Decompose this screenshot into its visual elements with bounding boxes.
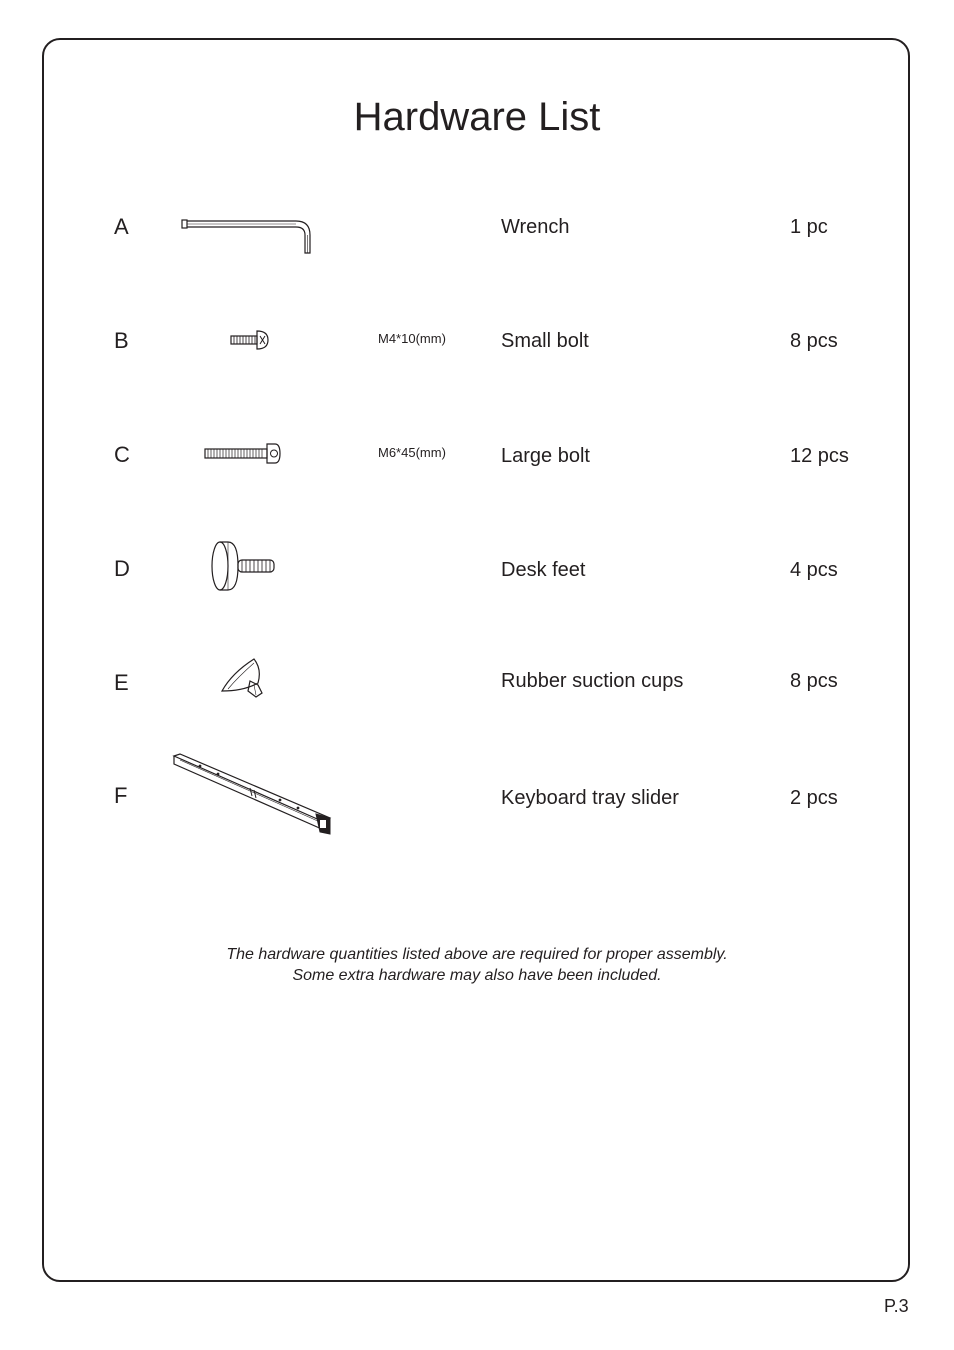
item-name-d: Desk feet	[501, 559, 586, 581]
item-letter-d: D	[114, 556, 130, 581]
item-name-c: Large bolt	[501, 445, 590, 467]
suction-cup-icon	[218, 655, 268, 699]
item-name-e: Rubber suction cups	[501, 670, 684, 692]
item-letter-b: B	[114, 328, 129, 353]
drawer-slide-icon	[170, 750, 336, 840]
item-name-b: Small bolt	[501, 330, 589, 352]
item-spec-c: M6*45(mm)	[378, 445, 446, 460]
item-qty-a: 1 pc	[790, 216, 828, 238]
small-bolt-icon	[228, 327, 270, 355]
large-bolt-icon	[203, 440, 283, 468]
item-qty-f: 2 pcs	[790, 787, 838, 809]
item-letter-e: E	[114, 670, 129, 695]
item-letter-f: F	[114, 783, 128, 808]
desk-foot-icon	[208, 538, 280, 594]
assembly-note	[0, 944, 954, 986]
note-line-2: Some extra hardware may also have been included.	[292, 967, 662, 984]
item-qty-d: 4 pcs	[790, 559, 838, 581]
item-qty-b: 8 pcs	[790, 330, 838, 352]
allen-wrench-icon	[178, 215, 318, 257]
item-spec-b: M4*10(mm)	[378, 331, 446, 346]
item-letter-a: A	[114, 214, 129, 239]
item-letter-c: C	[114, 442, 130, 467]
item-name-f: Keyboard tray slider	[501, 787, 679, 809]
note-line-1: The hardware quantities listed above are required for proper assembly.	[226, 946, 728, 963]
item-qty-e: 8 pcs	[790, 670, 838, 692]
page-title: Hardware List	[353, 95, 601, 139]
item-name-a: Wrench	[501, 216, 570, 238]
page-number: P.3	[884, 1296, 909, 1316]
page-border	[42, 38, 910, 1282]
item-qty-c: 12 pcs	[790, 445, 849, 467]
